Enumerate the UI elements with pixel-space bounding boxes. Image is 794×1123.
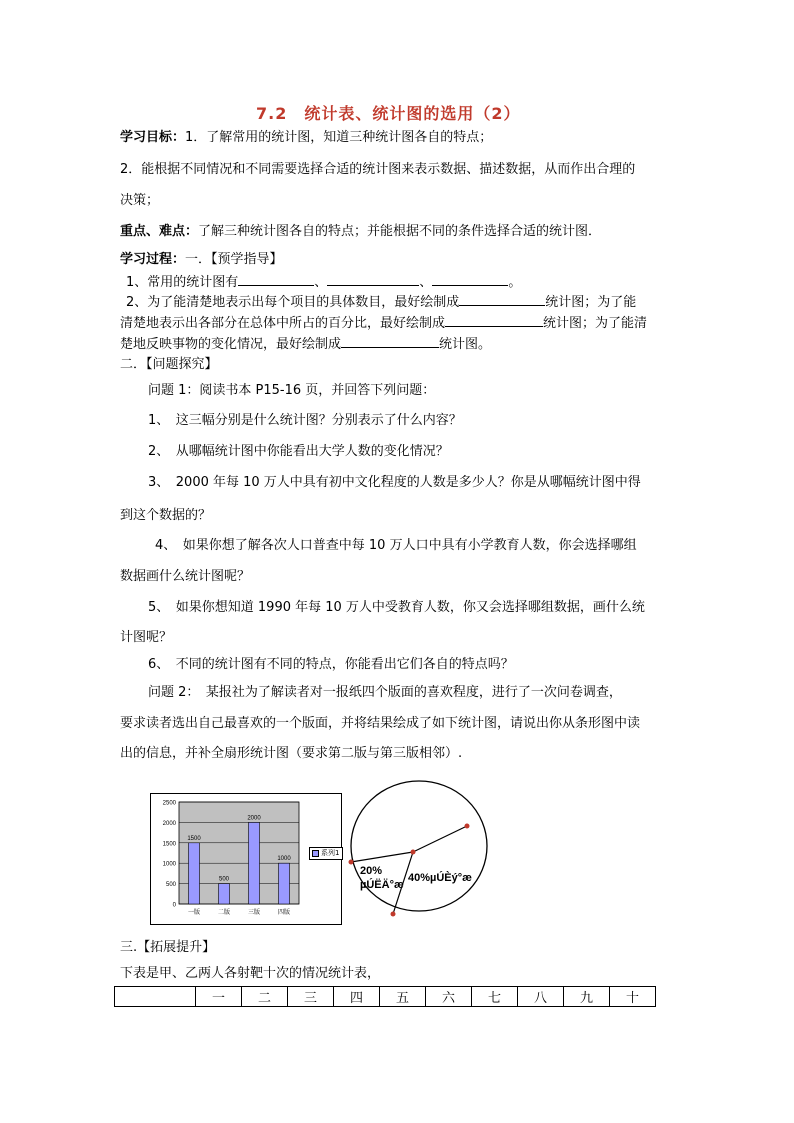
bar-data-label: 1500 bbox=[187, 835, 201, 842]
pie-label-a-line1: 20% bbox=[360, 865, 383, 877]
y-tick-label: 1500 bbox=[162, 841, 176, 848]
score-table-header-cell: 七 bbox=[472, 987, 518, 1007]
q1-blank-2[interactable] bbox=[327, 273, 419, 286]
q2-b: 统计图；为了能 bbox=[545, 295, 637, 310]
legend-label: 系列1 bbox=[321, 849, 340, 857]
x-tick-label: 二版 bbox=[217, 909, 231, 916]
q1-sep1: 、 bbox=[314, 275, 328, 290]
score-table-header-cell bbox=[115, 987, 196, 1007]
problem1: 问题 1：阅读书本 P15-16 页，并回答下列问题： bbox=[148, 383, 436, 398]
y-tick-label: 1000 bbox=[162, 861, 176, 868]
problem1-item-1: 1、 这三幅分别是什么统计图？分别表示了什么内容？ bbox=[148, 413, 462, 428]
bar-data-label: 1000 bbox=[277, 856, 291, 863]
x-tick-label: 四版 bbox=[277, 909, 291, 916]
key-points-text: 了解三种统计图各自的特点；并能根据不同的条件选择合适的统计图． bbox=[198, 224, 602, 239]
bar bbox=[219, 884, 230, 904]
problem2-line1: 问题 2： 某报社为了解读者对一报纸四个版面的喜欢程度，进行了一次问卷调查， bbox=[148, 685, 622, 700]
x-tick-label: 一版 bbox=[187, 909, 201, 916]
problem1-item-4-cont: 数据画什么统计图呢？ bbox=[120, 569, 251, 584]
score-table-header-cell: 一 bbox=[196, 987, 242, 1007]
objectives-label: 学习目标： bbox=[120, 130, 186, 145]
process-q1 bbox=[126, 273, 521, 291]
q1-end: 。 bbox=[508, 275, 522, 290]
q2-e: 楚地反映事物的变化情况，最好绘制成 bbox=[120, 337, 342, 352]
process-q2-line2 bbox=[120, 314, 647, 332]
bar bbox=[249, 822, 260, 904]
section3-heading: 三.【拓展提升】 bbox=[120, 940, 216, 955]
objectives-line2: 2．能根据不同情况和不同需要选择合适的统计图来表示数据、描述数据，从而作出合理的 bbox=[120, 162, 636, 177]
q2-c: 清楚地表示出各部分在总体中所占的百分比，最好绘制成 bbox=[120, 316, 446, 331]
score-table bbox=[114, 986, 656, 1007]
problem1-item-5: 5、 如果你想知道 1990 年每 10 万人中受教育人数，你又会选择哪组数据，画什么统 bbox=[148, 600, 645, 615]
score-table-header-cell: 三 bbox=[288, 987, 334, 1007]
score-table-header-cell: 六 bbox=[426, 987, 472, 1007]
page-title: 7.2 统计表、统计图的选用（2） bbox=[256, 104, 521, 123]
problem2-line2: 要求读者选出自己最喜欢的一个版面，并将结果绘成了如下统计图，请说出你从条形图中读 bbox=[120, 716, 641, 731]
bar-chart-legend bbox=[309, 847, 343, 860]
problem2-line3: 出的信息，并补全扇形统计图（要求第二版与第三版相邻）. bbox=[120, 746, 463, 761]
objectives-line1 bbox=[120, 130, 492, 146]
section2-heading: 二．【问题探究】 bbox=[120, 357, 218, 372]
y-tick-label: 2000 bbox=[162, 820, 176, 827]
q1-sep2: 、 bbox=[419, 275, 433, 290]
section3-intro: 下表是甲、乙两人各射靶十次的情况统计表， bbox=[120, 966, 381, 981]
objectives-text1: 1．了解常用的统计图，知道三种统计图各自的特点； bbox=[185, 130, 493, 145]
objectives-line3: 决策； bbox=[120, 193, 160, 208]
pie-chart bbox=[348, 778, 493, 923]
q2-blank-2[interactable] bbox=[445, 314, 543, 327]
y-tick-label: 500 bbox=[165, 882, 176, 889]
score-table-header-cell: 五 bbox=[380, 987, 426, 1007]
score-table-header-cell: 二 bbox=[242, 987, 288, 1007]
key-points bbox=[120, 224, 601, 240]
problem1-item-5-cont: 计图呢？ bbox=[120, 630, 173, 645]
x-tick-label: 三版 bbox=[247, 909, 261, 916]
q2-blank-3[interactable] bbox=[341, 335, 439, 348]
bar bbox=[279, 863, 290, 904]
bar-data-label: 500 bbox=[218, 876, 230, 883]
y-tick-label: 2500 bbox=[162, 800, 176, 807]
problem1-item-3: 3、 2000 年每 10 万人中具有初中文化程度的人数是多少人？你是从哪幅统计图中得 bbox=[148, 475, 641, 490]
q2-d: 统计图；为了能清 bbox=[543, 316, 648, 331]
process-q2-line1 bbox=[126, 293, 636, 311]
pie-label-a-line2: µÚËÄ°æ bbox=[360, 879, 404, 891]
process-q2-line3 bbox=[120, 335, 491, 353]
problem1-item-3-cont: 到这个数据的？ bbox=[120, 508, 212, 523]
score-table-header-cell: 四 bbox=[334, 987, 380, 1007]
pie-edge-point-3 bbox=[349, 860, 354, 865]
bar-data-label: 2000 bbox=[247, 815, 261, 822]
y-tick-label: 0 bbox=[172, 902, 176, 909]
bar bbox=[189, 843, 200, 904]
pie-edge-point-2 bbox=[391, 912, 396, 917]
problem1-item-2: 2、 从哪幅统计图中你能看出大学人数的变化情况？ bbox=[148, 444, 449, 459]
q2-a: 2、为了能清楚地表示出每个项目的具体数目，最好绘制成 bbox=[126, 295, 460, 310]
score-table-header-row bbox=[115, 987, 656, 1007]
score-table-header-cell: 十 bbox=[610, 987, 656, 1007]
pie-edge-point-1 bbox=[465, 824, 470, 829]
preview-guide-heading: 一．【预学指导】 bbox=[185, 252, 283, 267]
key-points-label: 重点、难点： bbox=[120, 224, 199, 239]
pie-label-b: 40%µÚÈý°æ bbox=[408, 872, 472, 884]
legend-swatch bbox=[312, 850, 319, 857]
q2-blank-1[interactable] bbox=[459, 293, 545, 306]
pie-center-point bbox=[411, 850, 416, 855]
problem1-item-6: 6、 不同的统计图有不同的特点，你能看出它们各自的特点吗？ bbox=[148, 657, 514, 672]
q1-blank-1[interactable] bbox=[238, 273, 314, 286]
q1-blank-3[interactable] bbox=[432, 273, 508, 286]
problem1-item-4: 4、 如果你想了解各次人口普查中每 10 万人口中具有小学教育人数，你会选择哪组 bbox=[155, 538, 637, 553]
process-heading bbox=[120, 252, 283, 268]
q2-f: 统计图。 bbox=[439, 337, 492, 352]
score-table-header-cell: 八 bbox=[518, 987, 564, 1007]
process-label: 学习过程： bbox=[120, 252, 186, 267]
score-table-header-cell: 九 bbox=[564, 987, 610, 1007]
q1-prefix: 1、常用的统计图有 bbox=[126, 275, 239, 290]
pie-outline bbox=[351, 781, 487, 911]
